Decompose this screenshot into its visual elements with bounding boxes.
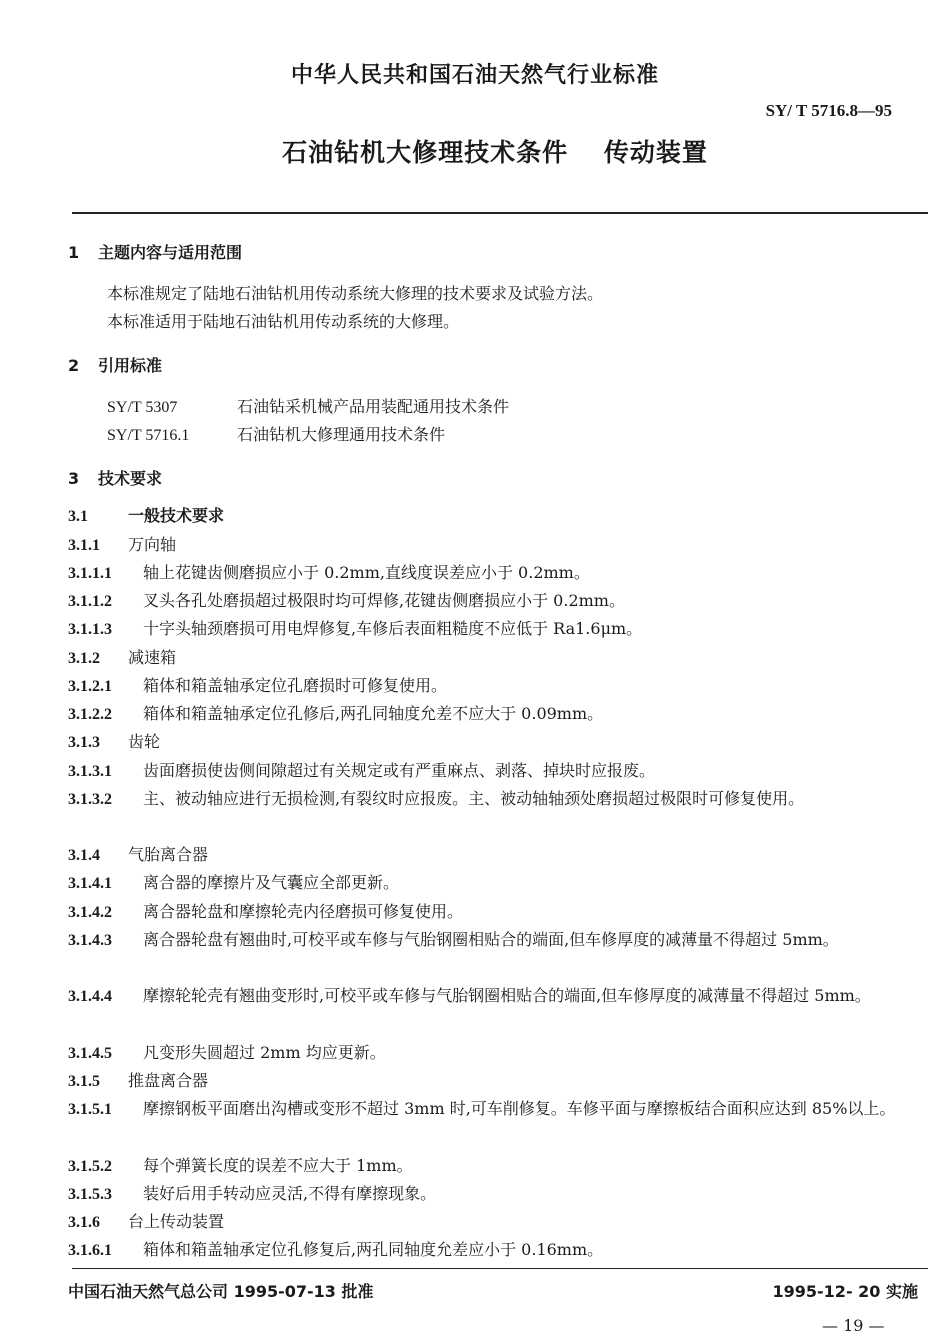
clause-text: 叉头各孔处磨损超过极限时均可焊修,花键齿侧磨损应小于 0.2mm。 (143, 591, 625, 610)
clause-text: 箱体和箱盖轴承定位孔修后,两孔同轴度允差不应大于 0.09mm。 (143, 704, 604, 723)
clause-text: 每个弹簧长度的误差不应大于 1mm。 (143, 1156, 413, 1175)
clause-text: 齿轮 (128, 732, 161, 751)
clause (68, 531, 920, 560)
clause (68, 559, 920, 588)
clause (68, 1236, 920, 1265)
clause-number: 3.1.4.5 (68, 1045, 112, 1062)
clause (68, 982, 920, 1011)
clause-text: 摩擦轮轮壳有翘曲变形时,可校平或车修与气胎钢圈相贴合的端面,但车修厚度的减薄量不得超过 5mm。 (143, 986, 871, 1005)
clause-text: 台上传动装置 (128, 1212, 225, 1231)
clause-text: 箱体和箱盖轴承定位孔修复后,两孔同轴度允差应小于 0.16mm。 (143, 1240, 604, 1259)
footer-rule (72, 1268, 928, 1269)
clause-number: 3.1.1.3 (68, 621, 112, 638)
section-title: 技术要求 (98, 469, 163, 488)
clause-text: 推盘离合器 (128, 1071, 209, 1090)
clause-number: 3.1.4.1 (68, 875, 112, 892)
clause (68, 1208, 920, 1237)
implementation-date: 1995-12- 20 实施 (772, 1282, 918, 1301)
clause (68, 1067, 920, 1096)
clause-number: 3.1.5.3 (68, 1186, 112, 1203)
clause-number: 3.1.3 (68, 734, 100, 751)
clause-number: 3.1.2 (68, 650, 100, 667)
clause-number: 3.1.1 (68, 537, 100, 554)
standard-number: SY/ T 5716.8—95 (765, 101, 892, 120)
clause-number: 3.1 (68, 508, 88, 525)
clause-number: 3.1.1.2 (68, 593, 112, 610)
clause-text: 减速箱 (128, 648, 177, 667)
page-number: — 19 — (822, 1316, 885, 1335)
clause (68, 757, 920, 786)
clause-text: 十字头轴颈磨损可用电焊修复,车修后表面粗糙度不应低于 Ra1.6μm。 (143, 619, 643, 638)
clause-text: 离合器轮盘和摩擦轮壳内径磨损可修复使用。 (143, 902, 464, 921)
section-number: 2 (68, 356, 80, 375)
approval-line: 中国石油天然气总公司 1995-07-13 批准 (68, 1282, 374, 1301)
reference-title: 石油钻机大修理通用技术条件 (237, 425, 446, 444)
reference-entry (107, 394, 509, 417)
clause (68, 728, 920, 757)
clause (68, 1180, 920, 1209)
section-title: 主题内容与适用范围 (98, 243, 243, 262)
clause-text: 箱体和箱盖轴承定位孔磨损时可修复使用。 (143, 676, 448, 695)
clause (68, 926, 920, 955)
standard-category-heading: 中华人民共和国石油天然气行业标准 (290, 63, 659, 88)
clause-number: 3.1.2.1 (68, 678, 112, 695)
clause (68, 615, 920, 644)
clause (68, 700, 920, 729)
reference-title: 石油钻采机械产品用装配通用技术条件 (237, 397, 510, 416)
clause-number: 3.1.2.2 (68, 706, 112, 723)
clause (68, 898, 920, 927)
clause-number: 3.1.6 (68, 1214, 100, 1231)
reference-code: SY/T 5307 (107, 399, 178, 416)
clause-number: 3.1.1.1 (68, 565, 112, 582)
clause (68, 644, 920, 673)
clause (68, 1152, 920, 1181)
clause-text: 万向轴 (128, 535, 177, 554)
clause-number: 3.1.5.2 (68, 1158, 112, 1175)
section-heading (68, 353, 162, 376)
clause (68, 672, 920, 701)
section-heading (68, 240, 242, 263)
clause-text: 一般技术要求 (128, 506, 225, 525)
section-number: 1 (68, 243, 80, 262)
clause-number: 3.1.4.3 (68, 932, 112, 949)
clause (68, 785, 920, 814)
clause (68, 1095, 920, 1124)
clause (68, 1039, 920, 1068)
clause-text: 离合器的摩擦片及气囊应全部更新。 (143, 873, 400, 892)
section-number: 3 (68, 469, 80, 488)
clause-number: 3.1.3.1 (68, 763, 112, 780)
clause-number: 3.1.4.2 (68, 904, 112, 921)
clause-text: 齿面磨损使齿侧间隙超过有关规定或有严重麻点、剥落、掉块时应报废。 (143, 761, 656, 780)
scope-paragraph: 本标准规定了陆地石油钻机用传动系统大修理的技术要求及试验方法。 (107, 284, 604, 303)
reference-entry (107, 422, 445, 445)
scope-paragraph: 本标准适用于陆地石油钻机用传动系统的大修理。 (107, 312, 460, 331)
clause-number: 3.1.5 (68, 1073, 100, 1090)
clause (68, 841, 920, 870)
document-title: 石油钻机大修理技术条件 传动装置 (282, 138, 708, 167)
reference-code: SY/T 5716.1 (107, 427, 190, 444)
clause-text: 凡变形失圆超过 2mm 均应更新。 (143, 1043, 386, 1062)
section-title: 引用标准 (98, 356, 163, 375)
clause-number: 3.1.6.1 (68, 1242, 112, 1259)
header-rule (72, 212, 928, 214)
clause-number: 3.1.4.4 (68, 988, 112, 1005)
section-heading (68, 466, 162, 489)
clause-text: 摩擦钢板平面磨出沟槽或变形不超过 3mm 时,可车削修复。车修平面与摩擦板结合面积应达到 85%以上。 (143, 1099, 896, 1118)
clause-number: 3.1.4 (68, 847, 100, 864)
clause-number: 3.1.3.2 (68, 791, 112, 808)
clause-text: 离合器轮盘有翘曲时,可校平或车修与气胎钢圈相贴合的端面,但车修厚度的减薄量不得超过 5mm。 (143, 930, 839, 949)
clause (68, 869, 920, 898)
clause (68, 587, 920, 616)
clause-text: 轴上花键齿侧磨损应小于 0.2mm,直线度误差应小于 0.2mm。 (143, 563, 590, 582)
clause-text: 装好后用手转动应灵活,不得有摩擦现象。 (143, 1184, 437, 1203)
clause-text: 气胎离合器 (128, 845, 209, 864)
clause-number: 3.1.5.1 (68, 1101, 112, 1118)
clause (68, 502, 920, 531)
clause-text: 主、被动轴应进行无损检测,有裂纹时应报废。主、被动轴轴颈处磨损超过极限时可修复使用。 (143, 789, 805, 808)
